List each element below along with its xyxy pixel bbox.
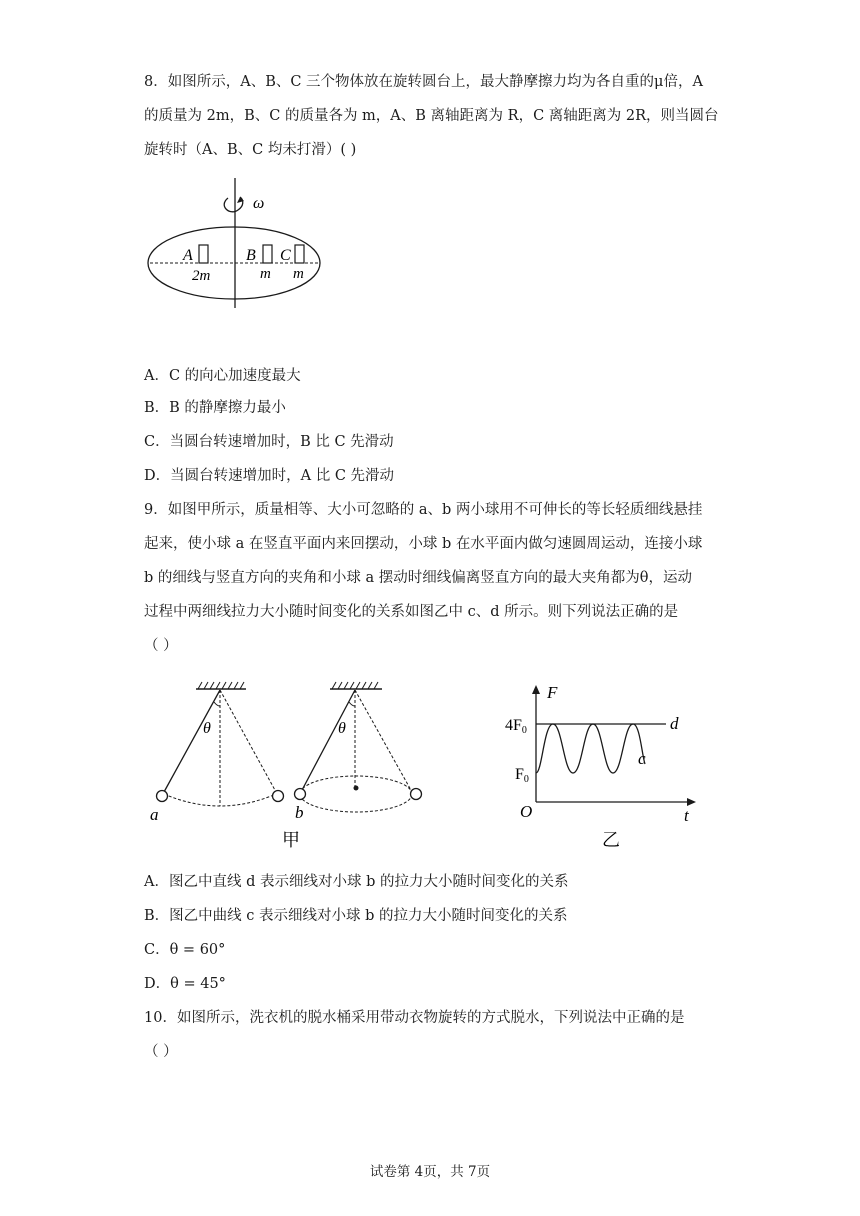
q9-option-a: A．图乙中直线 d 表示细线对小球 b 的拉力大小随时间变化的关系 — [144, 874, 569, 890]
curve-c — [536, 724, 645, 773]
q8-option-b: B．B 的静摩擦力最小 — [144, 400, 286, 416]
label-a: a — [150, 805, 159, 824]
pendulum-b — [295, 682, 422, 822]
q10-stem-line2: （ ） — [144, 1044, 178, 1060]
q9-stem-line3: b 的细线与竖直方向的夹角和小球 a 摆动时细线偏离竖直方向的最大夹角都为θ，运动 — [144, 570, 692, 586]
mass-A: 2m — [192, 268, 211, 284]
q10-stem-line1: 10．如图所示，洗衣机的脱水桶采用带动衣物旋转的方式脱水，下列说法中正确的是 — [144, 1010, 685, 1026]
tick-F0: F0 — [515, 766, 529, 785]
force-time-graph — [505, 683, 696, 825]
label-d: d — [670, 714, 679, 733]
pendulum-a — [150, 682, 284, 824]
ball-b — [295, 789, 306, 800]
tick-4F0: 4F0 — [505, 717, 527, 736]
q8-option-a: A．C 的向心加速度最大 — [144, 368, 301, 384]
label-b: b — [295, 803, 304, 822]
q9-stem-line2: 起来，使小球 a 在竖直平面内来回摆动，小球 b 在水平面内做匀速圆周运动，连接小球 — [144, 536, 703, 552]
q9-option-c: C．θ = 60° — [144, 942, 226, 958]
axis-F-label: F — [547, 683, 558, 702]
q9-pendulum-figure — [140, 676, 700, 852]
mass-C: m — [293, 266, 304, 282]
theta-label-a: θ — [203, 720, 211, 737]
theta-label-b: θ — [338, 720, 346, 737]
label-C: C — [280, 247, 291, 264]
ball-a — [157, 791, 168, 802]
q8-stem-line2: 的质量为 2m，B、C 的质量各为 m，A、B 离轴距离为 R，C 离轴距离为 2R，则当圆台 — [144, 108, 719, 124]
q8-option-c: C．当圆台转速增加时，B 比 C 先滑动 — [144, 434, 394, 450]
q8-stem-line1: 8．如图所示，A、B、C 三个物体放在旋转圆台上，最大静摩擦力均为各自重的μ倍，A — [144, 74, 703, 90]
omega-label: ω — [253, 195, 265, 212]
caption-yi: 乙 — [602, 830, 620, 850]
ball-b-opposite — [411, 789, 422, 800]
page-footer: 试卷第 4页，共 7页 — [369, 1164, 491, 1180]
origin-label: O — [520, 802, 533, 821]
q9-option-d: D．θ = 45° — [144, 976, 226, 992]
label-c: c — [638, 749, 646, 768]
turntable-ellipse — [148, 227, 320, 299]
q8-stem-line3: 旋转时（A、B、C 均未打滑）( ) — [144, 142, 357, 158]
q8-turntable-figure — [140, 170, 340, 315]
label-B: B — [246, 247, 256, 264]
q9-stem-line1: 9．如图甲所示，质量相等、大小可忽略的 a、b 两小球用不可伸长的等长轻质细线悬挂 — [144, 502, 703, 518]
ball-a-extreme — [273, 791, 284, 802]
label-A: A — [183, 247, 193, 264]
q9-option-b: B．图乙中曲线 c 表示细线对小球 b 的拉力大小随时间变化的关系 — [144, 908, 568, 924]
q8-option-d: D．当圆台转速增加时，A 比 C 先滑动 — [144, 468, 395, 484]
q9-stem-line4: 过程中两细线拉力大小随时间变化的关系如图乙中 c、d 所示。则下列说法正确的是 — [144, 604, 679, 620]
mass-B: m — [260, 266, 271, 282]
axis-t-label: t — [684, 806, 689, 825]
q9-stem-line5: （ ） — [144, 638, 178, 654]
block-C — [295, 245, 304, 263]
caption-jia: 甲 — [282, 830, 300, 850]
block-B — [263, 245, 272, 263]
block-A — [199, 245, 208, 263]
